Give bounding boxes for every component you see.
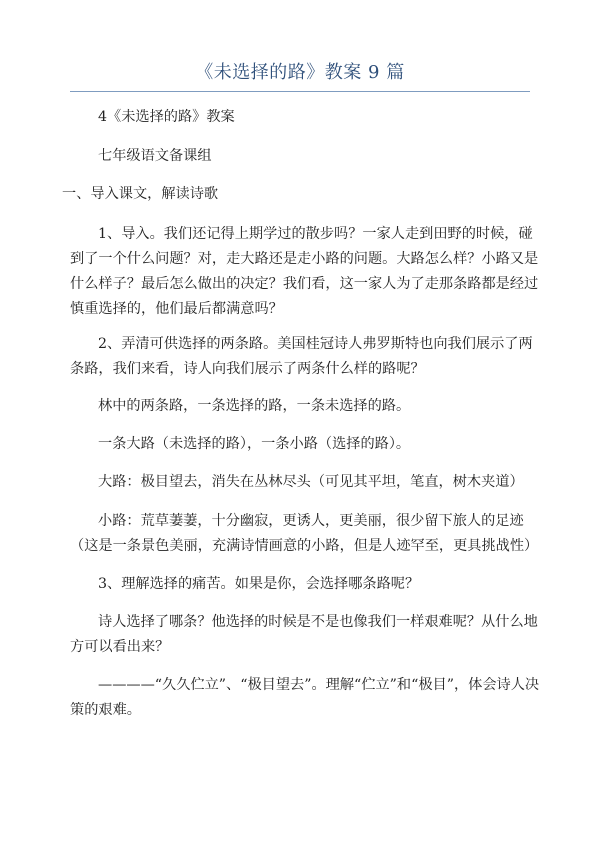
- section-heading: 一、导入课文，解读诗歌: [62, 186, 219, 202]
- paragraph-choice-pain: 3、理解选择的痛苦。如果是你，会选择哪条路呢？: [98, 576, 420, 592]
- paragraph-poet-choice: 诗人选择了哪条？他选择的时候是不是也像我们一样艰难呢？从什么地方可以看出来？: [70, 614, 538, 655]
- lesson-heading: 4《未选择的路》教案: [98, 109, 235, 125]
- document-title: 《未选择的路》教案 9 篇: [195, 62, 405, 83]
- title-divider: [70, 91, 530, 92]
- paragraph-forest-roads: 林中的两条路，一条选择的路，一条未选择的路。: [98, 398, 411, 414]
- paragraph-big-small-road: 一条大路（未选择的路），一条小路（选择的路）。: [98, 436, 411, 452]
- paragraph-intro: 1、导入。我们还记得上期学过的散步吗？一家人走到田野的时候，碰到了一个什么问题？对，走大路还是走小路的问题。大路怎么样？小路又是什么样子？最后怎么做出的决定？我们看，这一家人为了走那条路都是经过慎重选择的，他们最后都满意吗？: [70, 226, 539, 317]
- paragraph-quotes: ————“久久伫立”、“极目望去”。理解“伫立”和“极目”，体会诗人决策的艰难。: [70, 677, 540, 718]
- paragraph-big-road: 大路：极目望去，消失在丛林尽头（可见其平坦，笔直，树木夹道）: [98, 474, 524, 490]
- paragraph-small-road: 小路：荒草萋萋，十分幽寂，更诱人，更美丽，很少留下旅人的足迹（这是一条景色美丽，充满诗情画意的小路，但是人迹罕至，更具挑战性）: [70, 513, 539, 554]
- paragraph-two-roads: 2、弄清可供选择的两条路。美国桂冠诗人弗罗斯特也向我们展示了两条路，我们来看，诗人向我们展示了两条什么样的路呢？: [70, 336, 533, 377]
- author-line: 七年级语文备课组: [98, 148, 212, 164]
